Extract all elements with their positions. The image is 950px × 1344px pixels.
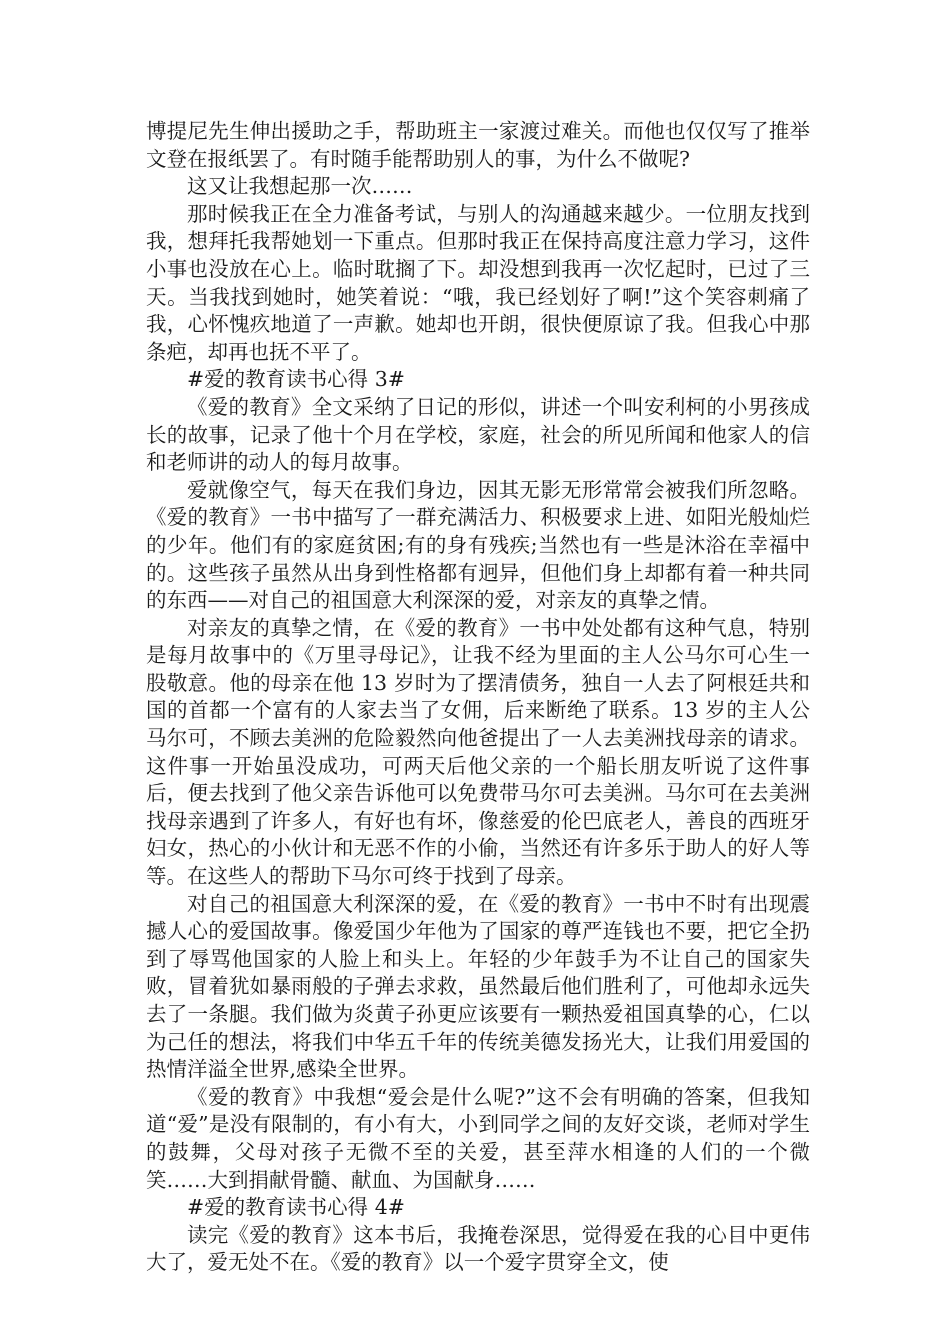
paragraph: 这又让我想起那一次…… xyxy=(187,174,413,199)
paragraph-continued: 博提尼先生伸出援助之手，帮助班主一家渡过难关。而他也仅仅写了推举文登在报纸罢了。有时随手能帮助别人的事，为什么不做呢? xyxy=(146,119,810,171)
paragraph: 爱就像空气，每天在我们身边，因其无影无形常常会被我们所忽略。《爱的教育》一书中描写了一群充满活力、积极要求上进、如阳光般灿烂的少年。他们有的家庭贫困;有的身有残疾;当然也有一些是沐浴在幸福中的。这些孩子虽然从出身到性格都有迥异，但他们身上却都有着一种共同的东西——对自己的祖国意大利深深的爱，对亲友的真挚之情。 xyxy=(146,477,810,613)
paragraph: 《爱的教育》全文采纳了日记的形似，讲述一个叫安利柯的小男孩成长的故事，记录了他十个月在学校，家庭，社会的所见所闻和他家人的信和老师讲的动人的每月故事。 xyxy=(146,394,810,475)
paragraph: 对亲友的真挚之情，在《爱的教育》一书中处处都有这种气息，特别是每月故事中的《万里寻母记》，让我不经为里面的主人公马尔可心生一股敬意。他的母亲在他 13 岁时为了摆清债务，独自一人去了阿根廷共和国的首都一个富有的人家去当了女佣，后来断绝了联系。13 岁的主人公马尔可，不顾去美洲的危险毅然向他爸提出了一人去美洲找母亲的请求。这件事一开始虽没成功，可两天后他父亲的一个船长朋友听说了这件事后，便去找到了他父亲告诉他可以免费带马尔可去美洲。马尔可在去美洲找母亲遇到了许多人，有好也有坏，像慈爱的伦巴底老人，善良的西班牙妇女，热心的小伙计和无恶不作的小偷，当然还有许多乐于助人的好人等等。在这些人的帮助下马尔可终于找到了母亲。 xyxy=(146,615,810,889)
paragraph: 读完《爱的教育》这本书后，我掩卷深思，觉得爱在我的心目中更伟大了，爱无处不在。《爱的教育》以一个爱字贯穿全文，使 xyxy=(146,1222,810,1275)
paragraph: 《爱的教育》中我想“爱会是什么呢?”这不会有明确的答案，但我知道“爱”是没有限制的，有小有大，小到同学之间的友好交谈，老师对学生的鼓舞，父母对孩子无微不至的关爱，甚至萍水相逢的人们的一个微笑……大到捐献骨髓、献血、为国献身…… xyxy=(146,1084,810,1192)
paragraph: 那时候我正在全力准备考试，与别人的沟通越来越少。一位朋友找到我，想拜托我帮她划一下重点。但那时我正在保持高度注意力学习，这件小事也没放在心上。临时耽搁了下。却没想到我再一次忆起时，已过了三天。当我找到她时，她笑着说：“哦，我已经划好了啊!”这个笑容刺痛了我，心怀愧疚地道了一声歉。她却也开朗，很快便原谅了我。但我心中那条疤，却再也抚不平了。 xyxy=(146,201,810,364)
section-heading: #爱的教育读书心得 4# xyxy=(187,1195,405,1220)
paragraph: 对自己的祖国意大利深深的爱，在《爱的教育》一书中不时有出现震撼人心的爱国故事。像爱国少年他为了国家的尊严连钱也不要，把它全扔到了辱骂他国家的人脸上和头上。年轻的少年鼓手为不让自己的国家失败，冒着犹如暴雨般的子弹去求救，虽然最后他们胜利了，可他却永远失去了一条腿。我们做为炎黄子孙更应该要有一颗热爱祖国真挚的心，仁以为己任的想法，将我们中华五千年的传统美德发扬光大，让我们用爱国的热情洋溢全世界,感染全世界。 xyxy=(146,891,810,1082)
section-heading: #爱的教育读书心得 3# xyxy=(187,367,405,392)
document-body xyxy=(146,118,810,1277)
